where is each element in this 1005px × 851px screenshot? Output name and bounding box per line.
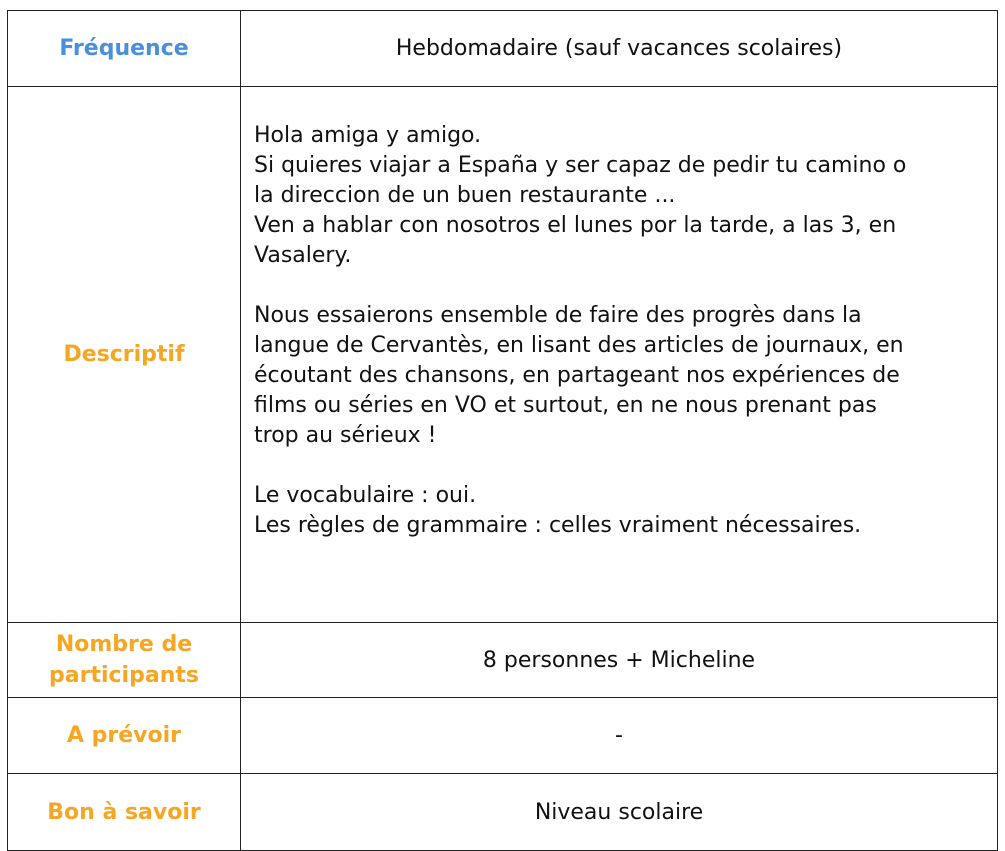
bon-a-savoir-value: Niveau scolaire (241, 774, 998, 851)
descriptif-line: Ven a hablar con nosotros el lunes por la tarde, a las 3, en (254, 213, 897, 238)
table-row-nombre (8, 623, 998, 698)
descriptif-line: Si quieres viajar a España y ser capaz de pedir tu camino o (254, 153, 907, 178)
descriptif-line: la direccion de un buen restaurante ... (254, 183, 676, 208)
frequence-label: Fréquence (8, 11, 241, 87)
prevoir-label: A prévoir (8, 698, 241, 774)
table-row-frequence (8, 11, 998, 87)
prevoir-value: - (241, 698, 998, 774)
table-row-bon-a-savoir (8, 774, 998, 851)
table-row-prevoir (8, 698, 998, 774)
frequence-value: Hebdomadaire (sauf vacances scolaires) (241, 11, 998, 87)
table-row-descriptif (8, 87, 998, 623)
descriptif-line: écoutant des chansons, en partageant nos expériences de (254, 363, 900, 388)
descriptif-paragraph-french (254, 301, 987, 451)
descriptif-line: Vasalery. (254, 243, 352, 268)
descriptif-line: trop au sérieux ! (254, 423, 437, 448)
nombre-label (8, 623, 241, 698)
nombre-value: 8 personnes + Micheline (241, 623, 998, 698)
descriptif-paragraph-rules (254, 481, 987, 541)
descriptif-line: Les règles de grammaire : celles vraiment nécessaires. (254, 513, 862, 538)
descriptif-paragraph-spanish (254, 121, 987, 271)
descriptif-line: Le vocabulaire : oui. (254, 483, 477, 508)
descriptif-value (241, 87, 998, 623)
descriptif-line: langue de Cervantès, en lisant des articles de journaux, en (254, 333, 904, 358)
descriptif-line: Nous essaierons ensemble de faire des progrès dans la (254, 303, 862, 328)
bon-a-savoir-label: Bon à savoir (8, 774, 241, 851)
descriptif-line: films ou séries en VO et surtout, en ne nous prenant pas (254, 393, 877, 418)
nombre-label-line1: Nombre de (55, 632, 193, 657)
nombre-label-line2: participants (49, 663, 199, 688)
activity-info-table (7, 10, 998, 851)
descriptif-label: Descriptif (8, 87, 241, 623)
descriptif-line: Hola amiga y amigo. (254, 123, 482, 148)
